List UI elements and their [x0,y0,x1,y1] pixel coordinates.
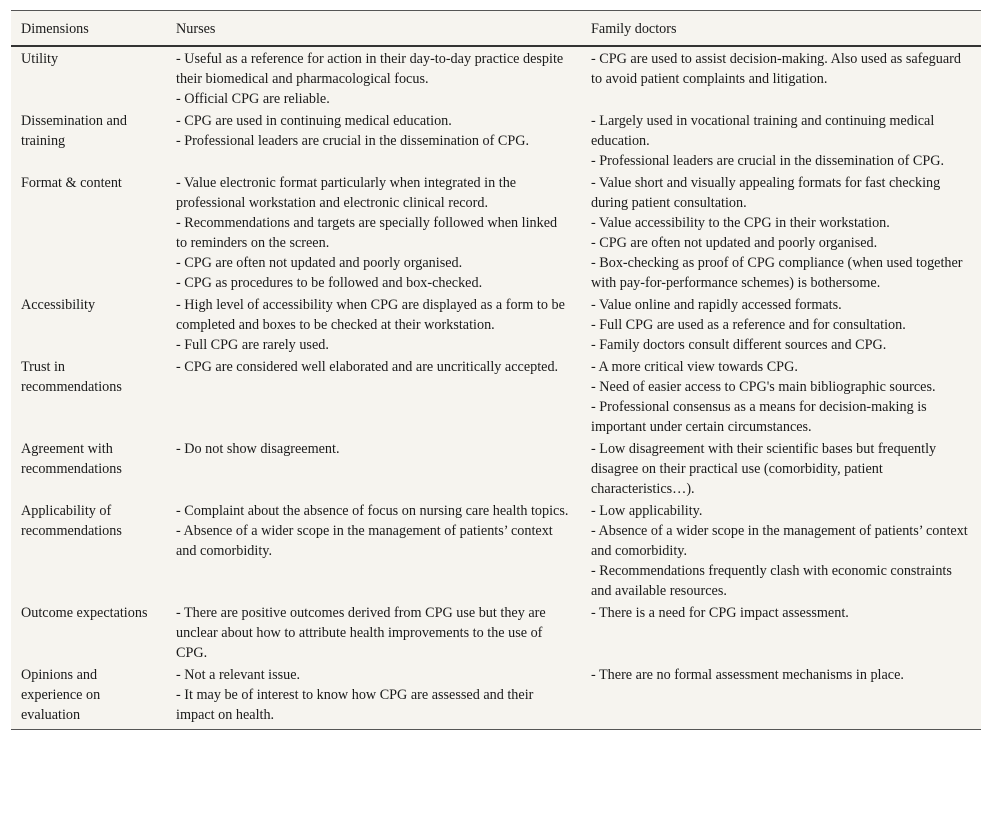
nurses-point: - CPG are used in continuing medical education. [176,113,452,129]
family-doctors-point: - Professional consensus as a means for decision-making is important under certain circumstances. [591,399,927,435]
nurses-point: - Official CPG are reliable. [176,91,330,107]
table-row [11,294,981,356]
dimension-cell: Outcome expectations [21,605,148,621]
nurses-point: - High level of accessibility when CPG are displayed as a form to be completed and boxes to be checked at their workstation. [176,297,565,333]
nurses-cell [166,500,581,602]
family-doctors-point: - CPG are often not updated and poorly organised. [591,235,878,251]
family-doctors-point: - Recommendations frequently clash with economic constraints and available resources. [591,563,952,599]
dimension-cell: Agreement with recommendations [21,441,122,477]
family-doctors-cell [581,172,981,294]
dimension-cell: Opinions and experience on evaluation [21,667,101,723]
nurses-point: - Value electronic format particularly when integrated in the professional workstation and electronic clinical record. [176,175,517,211]
header-dimensions: Dimensions [11,11,166,46]
nurses-point: - Professional leaders are crucial in the dissemination of CPG. [176,133,530,149]
dimension-cell: Trust in recommendations [21,359,122,395]
nurses-point: - CPG are considered well elaborated and are uncritically accepted. [176,359,559,375]
nurses-point: - Absence of a wider scope in the management of patients’ context and comorbidity. [176,523,553,559]
table-row [11,110,981,172]
nurses-cell [166,602,581,664]
table-row [11,664,981,729]
family-doctors-point: - Box-checking as proof of CPG compliance (when used together with pay-for-performance schemes) is bothersome. [591,255,963,291]
dimension-cell: Applicability of recommendations [21,503,122,539]
family-doctors-point: - Professional leaders are crucial in the dissemination of CPG. [591,153,945,169]
family-doctors-point: - Largely used in vocational training and continuing medical education. [591,113,935,149]
family-doctors-point: - Absence of a wider scope in the management of patients’ context and comorbidity. [591,523,968,559]
family-doctors-point: - Low disagreement with their scientific bases but frequently disagree on their practical use (comorbidity, patient characteristics…). [591,441,937,497]
nurses-point: - Full CPG are rarely used. [176,337,329,353]
family-doctors-point: - Value online and rapidly accessed formats. [591,297,842,313]
nurses-cell [166,356,581,438]
nurses-point: - It may be of interest to know how CPG are assessed and their impact on health. [176,687,534,723]
family-doctors-point: - A more critical view towards CPG. [591,359,798,375]
family-doctors-point: - Value short and visually appealing formats for fast checking during patient consultation. [591,175,941,211]
cpg-comparison-table-container [11,10,981,730]
nurses-point: - Useful as a reference for action in their day-to-day practice despite their biomedical and pharmacological focus. [176,51,564,87]
family-doctors-cell [581,110,981,172]
family-doctors-point: - There are no formal assessment mechanisms in place. [591,667,904,683]
nurses-cell [166,46,581,110]
nurses-cell [166,172,581,294]
family-doctors-cell [581,500,981,602]
family-doctors-point: - There is a need for CPG impact assessment. [591,605,849,621]
family-doctors-point: - Full CPG are used as a reference and for consultation. [591,317,906,333]
nurses-point: - CPG as procedures to be followed and box-checked. [176,275,483,291]
family-doctors-point: - Family doctors consult different sources and CPG. [591,337,887,353]
nurses-cell [166,294,581,356]
family-doctors-point: - Low applicability. [591,503,703,519]
table-row [11,500,981,602]
dimension-cell: Utility [21,51,59,67]
family-doctors-point: - Need of easier access to CPG's main bibliographic sources. [591,379,936,395]
family-doctors-cell [581,46,981,110]
dimension-cell: Dissemination and training [21,113,127,149]
nurses-point: - Complaint about the absence of focus on nursing care health topics. [176,503,569,519]
table-row [11,438,981,500]
family-doctors-cell [581,664,981,729]
nurses-point: - There are positive outcomes derived from CPG use but they are unclear about how to attribute health improvements to the use of CPG. [176,605,546,661]
dimension-cell: Accessibility [21,297,96,313]
nurses-point: - Do not show disagreement. [176,441,340,457]
family-doctors-point: - CPG are used to assist decision-making. Also used as safeguard to avoid patient complaints and litigation. [591,51,961,87]
cpg-comparison-table [11,11,981,729]
family-doctors-point: - Value accessibility to the CPG in their workstation. [591,215,890,231]
nurses-cell [166,438,581,500]
table-body [11,46,981,729]
family-doctors-cell [581,294,981,356]
nurses-cell [166,110,581,172]
table-row [11,602,981,664]
table-row [11,46,981,110]
nurses-cell [166,664,581,729]
nurses-point: - CPG are often not updated and poorly organised. [176,255,463,271]
header-family-doctors: Family doctors [581,11,981,46]
header-row [11,11,981,46]
family-doctors-cell [581,438,981,500]
table-header [11,11,981,46]
nurses-point: - Not a relevant issue. [176,667,301,683]
family-doctors-cell [581,602,981,664]
table-row [11,356,981,438]
header-nurses: Nurses [166,11,581,46]
table-row [11,172,981,294]
dimension-cell: Format & content [21,175,122,191]
nurses-point: - Recommendations and targets are specially followed when linked to reminders on the screen. [176,215,558,251]
family-doctors-cell [581,356,981,438]
